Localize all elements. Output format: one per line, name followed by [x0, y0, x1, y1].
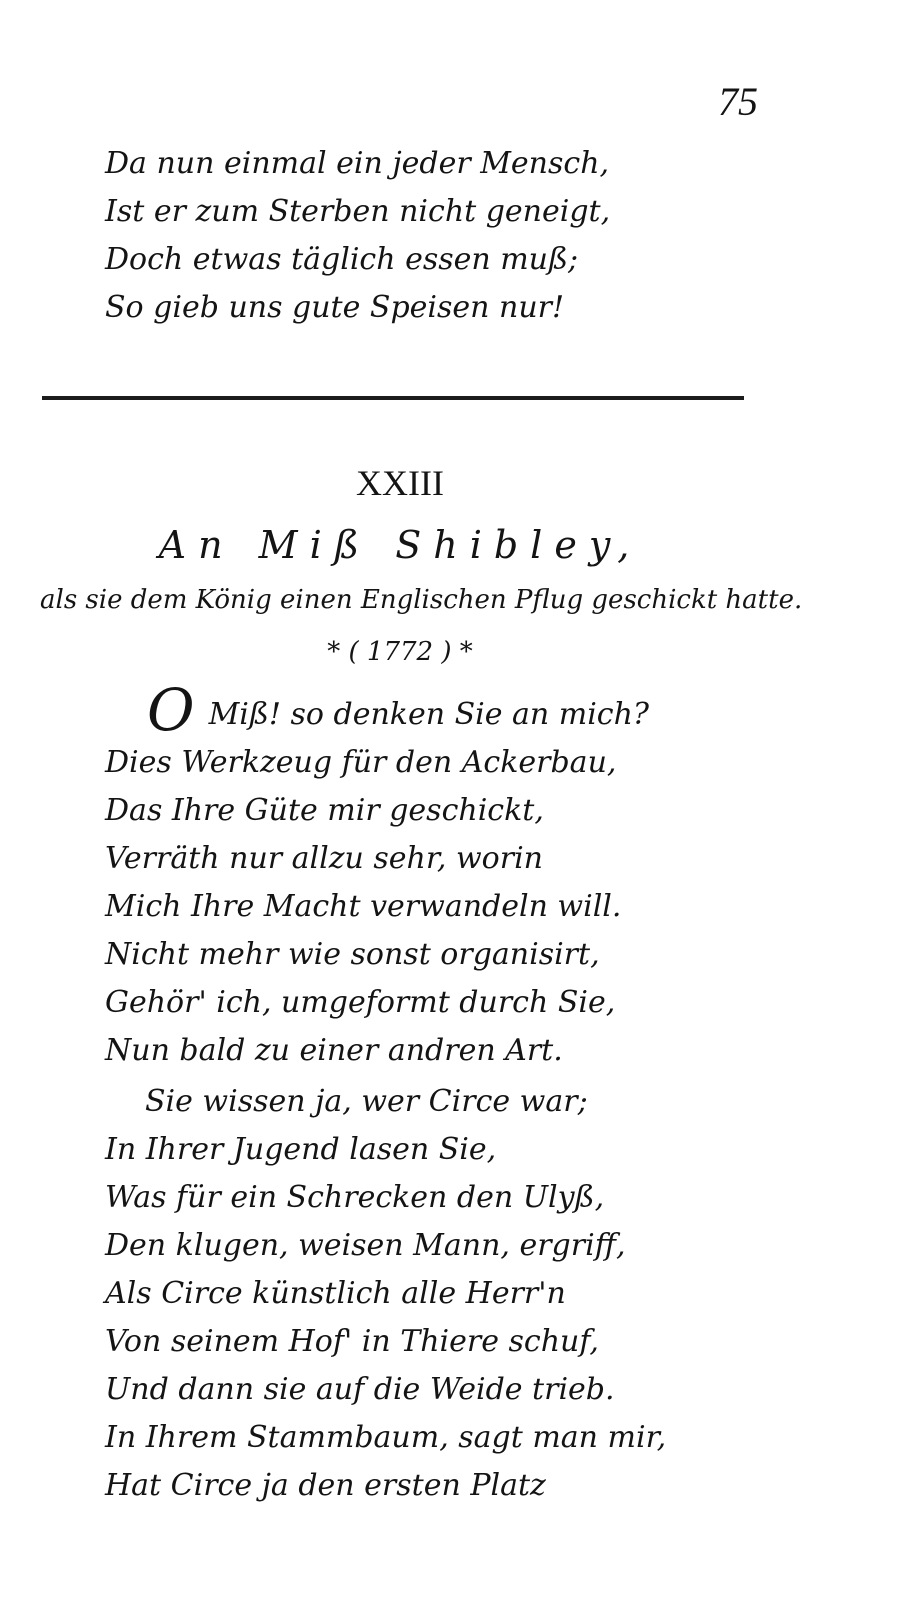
poem-line: Den klugen, weisen Mann, ergriff, [105, 1228, 626, 1263]
poem-line: So gieb uns gute Speisen nur! [105, 290, 565, 325]
poem-line-first: Sie wissen ja, wer Circe war; [145, 1084, 588, 1119]
poem-line: Dies Werkzeug für den Ackerbau, [105, 745, 617, 780]
stanza-1 [105, 676, 649, 1075]
poem-line: Ist er zum Sterben nicht geneigt, [105, 194, 611, 229]
poem-line-first [105, 676, 649, 744]
poem-line: Und dann sie auf die Weide trieb. [105, 1372, 615, 1407]
stanza-2 [105, 1078, 666, 1510]
section-number: XXIII [356, 463, 444, 503]
poem-line: Mich Ihre Macht verwandeln will. [105, 889, 622, 924]
poem-line: Nicht mehr wie sonst organisirt, [105, 937, 600, 972]
poem-line: In Ihrer Jugend lasen Sie, [105, 1132, 497, 1167]
first-line-text: Miß! so denken Sie an mich? [208, 697, 649, 732]
poem-date: * ( 1772 ) * [327, 637, 473, 667]
drop-cap: O [147, 676, 195, 744]
poem-line: Das Ihre Güte mir geschickt, [105, 793, 544, 828]
page-number: 75 [718, 79, 758, 124]
poem-line: Verräth nur allzu sehr, worin [105, 841, 543, 876]
poem-line: Als Circe künstlich alle Herr'n [105, 1276, 566, 1311]
poem-title: An Miß Shibley, [158, 523, 642, 567]
poem-line: Von seinem Hof' in Thiere schuf, [105, 1324, 599, 1359]
poem-line: Doch etwas täglich essen muß; [105, 242, 579, 277]
section-divider [42, 396, 744, 400]
poem-subtitle: als sie dem König einen Englischen Pflug geschickt hatte. [40, 585, 803, 615]
top-stanza [105, 140, 610, 332]
poem-line: Was für ein Schrecken den Ulyß, [105, 1180, 605, 1215]
poem-line: Nun bald zu einer andren Art. [105, 1033, 563, 1068]
poem-line: Gehör' ich, umgeformt durch Sie, [105, 985, 616, 1020]
poem-line: Da nun einmal ein jeder Mensch, [105, 146, 610, 181]
poem-line: In Ihrem Stammbaum, sagt man mir, [105, 1420, 667, 1455]
poem-line: Hat Circe ja den ersten Platz [105, 1468, 546, 1503]
